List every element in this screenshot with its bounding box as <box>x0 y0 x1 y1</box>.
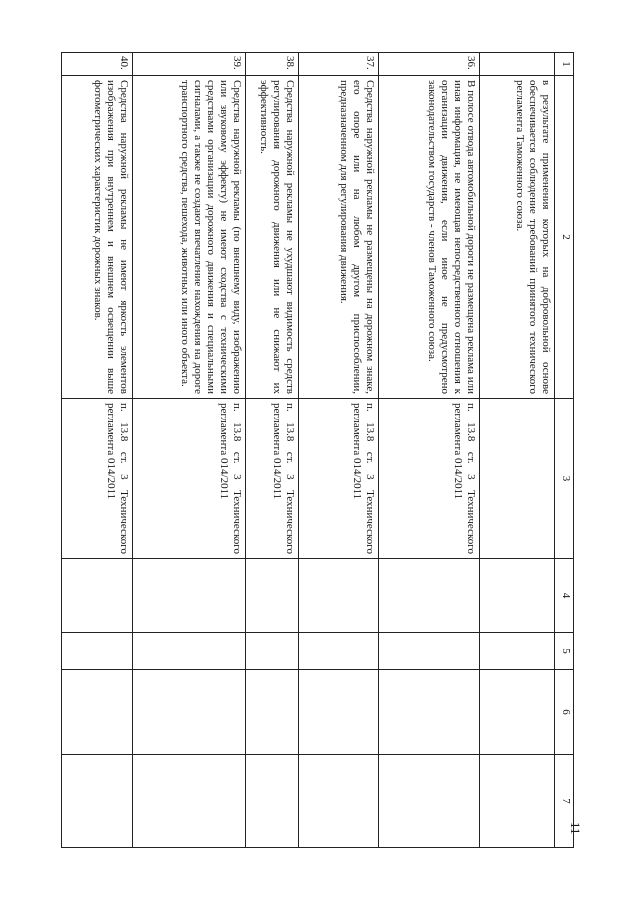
requirement-text: Средства наружной рекламы не ухудшают видимость средств регулирования дорожного движения или не снижают их эффективность. <box>246 76 299 399</box>
empty-cell <box>299 559 379 633</box>
empty-cell <box>299 755 379 848</box>
empty-cell <box>133 670 246 755</box>
empty-cell <box>379 559 480 633</box>
empty-cell <box>133 633 246 670</box>
empty-cell <box>299 633 379 670</box>
regulation-reference: п. 13.8 ст. 3 Технического регламента 014/2011 <box>62 399 133 559</box>
requirement-text: В полосе отвода автомобильной дороги не размещена реклама или иная информация, не имеющая непосредственного отношения к организации движения, если иное не предусмотрено законодательством государств - членов Таможенного союза. <box>379 76 480 399</box>
table-header-row <box>555 53 574 848</box>
empty-cell <box>480 755 555 848</box>
requirement-text: Средства наружной рекламы (по внешнему виду, изображению или звуковому эффекту) не имеют сходства с техническими средствами организации дорожного движения и специальными сигналами, а также не создают впечатление нахождения на дороге транспортного средства, пешехода, животных или иного объекта. <box>133 76 246 399</box>
empty-cell <box>246 670 299 755</box>
requirement-text: в результате применения которых на добровольной основе обеспечивается соблюдение требований принятого технического регламента Таможенного союза. <box>480 76 555 399</box>
column-header: 5 <box>555 633 574 670</box>
row-number: 37. <box>299 53 379 76</box>
empty-cell <box>133 755 246 848</box>
regulation-reference: п. 13.8 ст. 3 Технического регламента 014/2011 <box>379 399 480 559</box>
regulation-reference <box>480 399 555 559</box>
empty-cell <box>62 559 133 633</box>
rotated-table-container <box>64 52 574 847</box>
empty-cell <box>379 633 480 670</box>
empty-cell <box>62 755 133 848</box>
regulation-reference: п. 13.8 ст. 3 Технического регламента 014/2011 <box>299 399 379 559</box>
table-row <box>133 53 246 848</box>
column-header: 2 <box>555 76 574 399</box>
row-number <box>480 53 555 76</box>
empty-cell <box>246 559 299 633</box>
row-number: 36. <box>379 53 480 76</box>
empty-cell <box>480 670 555 755</box>
requirement-text: Средства наружной рекламы не размещены на дорожном знаке, его опоре или на любом другом приспособлении, предназначенном для регулирования движения. <box>299 76 379 399</box>
empty-cell <box>379 755 480 848</box>
column-header: 7 <box>555 755 574 848</box>
table-row <box>299 53 379 848</box>
table-row <box>246 53 299 848</box>
table-row <box>62 53 133 848</box>
regulation-reference: п. 13.8 ст. 3 Технического регламента 014/2011 <box>133 399 246 559</box>
row-number: 40. <box>62 53 133 76</box>
column-header: 1 <box>555 53 574 76</box>
column-header: 3 <box>555 399 574 559</box>
empty-cell <box>62 670 133 755</box>
requirements-table <box>61 52 574 848</box>
regulation-reference: п. 13.8 ст. 3 Технического регламента 014/2011 <box>246 399 299 559</box>
empty-cell <box>133 559 246 633</box>
requirement-text: Средства наружной рекламы не имеют яркость элементов изображения при внутреннем и внешнем освещении выше фотометрических характеристик дорожных знаков. <box>62 76 133 399</box>
row-number: 38. <box>246 53 299 76</box>
empty-cell <box>299 670 379 755</box>
empty-cell <box>480 633 555 670</box>
page-number: 11 <box>568 822 583 835</box>
table-row <box>480 53 555 848</box>
column-header: 4 <box>555 559 574 633</box>
empty-cell <box>246 633 299 670</box>
empty-cell <box>246 755 299 848</box>
row-number: 39. <box>133 53 246 76</box>
empty-cell <box>480 559 555 633</box>
empty-cell <box>379 670 480 755</box>
empty-cell <box>62 633 133 670</box>
column-header: 6 <box>555 670 574 755</box>
table-row <box>379 53 480 848</box>
